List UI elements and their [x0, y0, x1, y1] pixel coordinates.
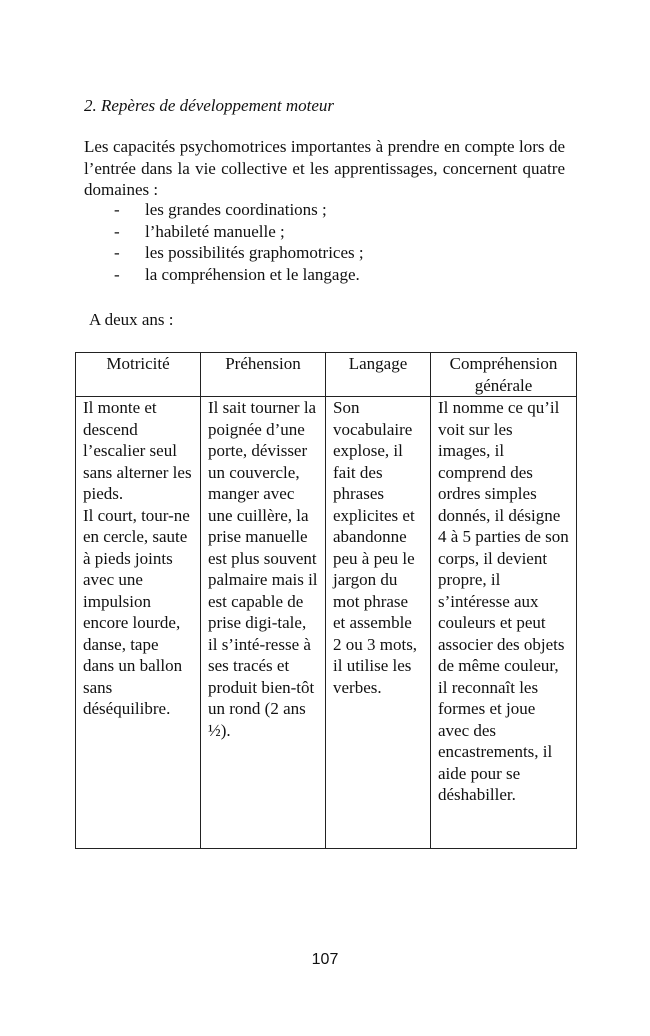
list-item	[84, 199, 364, 221]
header-langage: Langage	[326, 353, 431, 397]
intro-paragraph: Les capacités psychomotrices importantes à prendre en compte lors de l’entrée dans la vie collective et les apprentissages, concernent quatre domaines :	[84, 137, 565, 199]
page-number: 107	[311, 951, 339, 968]
development-table	[75, 352, 577, 849]
cell-motricite: Il monte et descend l’escalier seul sans alterner les pieds. Il court, tour-ne en cercle, saute à pieds joints avec une impulsion encore lourde, danse, tape dans un ballon sans déséquilibre.	[76, 397, 201, 849]
table-header-row	[76, 353, 577, 397]
list-item	[84, 221, 364, 243]
list-bullet: -	[114, 200, 120, 219]
section-title: 2. Repères de développement moteur	[84, 96, 335, 115]
cell-langage: Son vocabulaire explose, il fait des phrases explicites et abandonne peu à peu le jargon du mot phrase et assemble 2 ou 3 mots, il utilise les verbes.	[326, 397, 431, 849]
list-item-text: les grandes coordinations ;	[145, 200, 327, 219]
header-motricite: Motricité	[76, 353, 201, 397]
list-bullet: -	[114, 221, 120, 241]
age-label: A deux ans :	[89, 310, 174, 329]
cell-prehension: Il sait tourner la poignée d’une porte, dévisser un couvercle, manger avec une cuillère, la prise manuelle est plus souvent palmaire mais il est capable de prise digi-tale, il s’inté-resse à ses tracés et produit bien-tôt un rond (2 ans ½).	[201, 397, 326, 849]
list-item-text: les possibilités graphomotrices ;	[145, 243, 364, 262]
domain-list	[84, 199, 364, 285]
cell-comprehension: Il nomme ce qu’il voit sur les images, il comprend des ordres simples donnés, il désigne 4 à 5 parties de son corps, il devient propre, il s’intéresse aux couleurs et peut associer des objets de même couleur, il reconnaît les formes et joue avec des encastrements, il aide pour se déshabiller.	[431, 397, 577, 849]
list-bullet: -	[114, 264, 120, 284]
header-comprehension: Compréhension générale	[431, 353, 577, 397]
list-item	[84, 264, 364, 286]
list-bullet: -	[114, 243, 120, 262]
list-item	[84, 242, 364, 264]
table-row	[76, 397, 577, 849]
header-prehension: Préhension	[201, 353, 326, 397]
list-item-text: l’habileté manuelle ;	[145, 221, 285, 241]
list-item-text: la compréhension et le langage.	[145, 264, 360, 284]
